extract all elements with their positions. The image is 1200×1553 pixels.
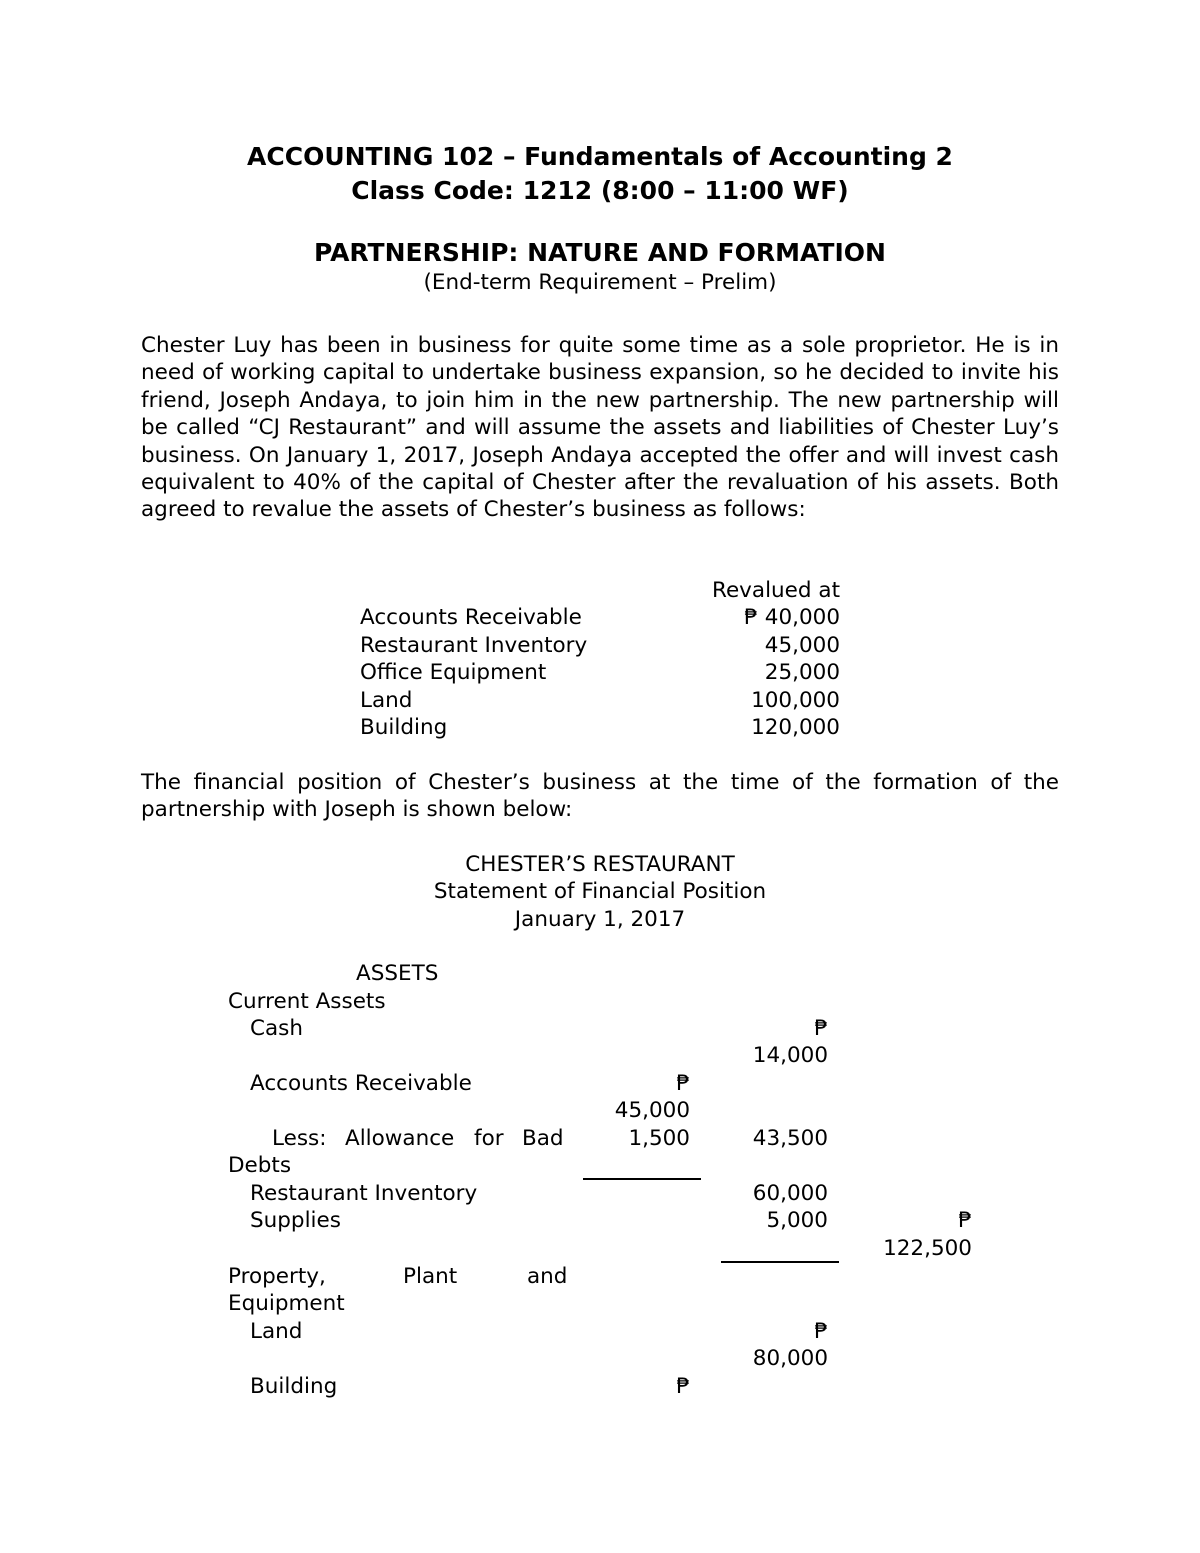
supplies-label: Supplies	[250, 1208, 341, 1233]
revaluation-label: Building	[360, 715, 448, 740]
assets-heading: ASSETS	[356, 961, 439, 986]
accounts-receivable-net-value: 43,500	[752, 1126, 828, 1151]
revaluation-label: Land	[360, 688, 413, 713]
peso-sign: ₱	[814, 1016, 828, 1041]
allowance-word: for	[474, 1126, 504, 1151]
topic-title: PARTNERSHIP: NATURE AND FORMATION	[314, 238, 886, 267]
company-name: CHESTER’S RESTAURANT	[465, 852, 735, 877]
subtotal-rule	[583, 1178, 701, 1180]
statement-date: January 1, 2017	[514, 907, 686, 932]
peso-sign: ₱	[676, 1071, 690, 1096]
allowance-value: 1,500	[628, 1126, 690, 1151]
inventory-label: Restaurant Inventory	[250, 1181, 478, 1206]
land-value: 80,000	[752, 1346, 828, 1371]
revaluation-label: Restaurant Inventory	[360, 633, 588, 658]
building-label: Building	[250, 1374, 338, 1399]
allowance-word: Less:	[272, 1126, 327, 1151]
allowance-word: Allowance	[345, 1126, 455, 1151]
revaluation-label: Accounts Receivable	[360, 605, 582, 630]
land-label: Land	[250, 1319, 303, 1344]
peso-sign: ₱	[958, 1208, 972, 1233]
cash-label: Cash	[250, 1016, 304, 1041]
revaluation-value: 120,000	[751, 715, 840, 740]
course-title: ACCOUNTING 102 – Fundamentals of Accounting 2	[247, 142, 953, 171]
subtotal-rule	[721, 1261, 839, 1263]
revaluation-value: ₱ 40,000	[744, 605, 840, 630]
revaluation-value: 25,000	[764, 660, 840, 685]
class-code: Class Code: 1212 (8:00 – 11:00 WF)	[351, 176, 849, 205]
ppe-heading-word: Property,	[228, 1264, 326, 1289]
peso-sign: ₱	[814, 1319, 828, 1344]
intro-paragraph: Chester Luy has been in business for quite some time as a sole proprietor. He is in need of working capital to undertake business expansion, so he decided to invite his friend, Joseph Andaya, to join him in the new partnership. The new partnership will be called “CJ Restaurant” and will assume the assets and liabilities of Chester Luy’s business. On January 1, 2017, Joseph Andaya accepted the offer and will invest cash equivalent to 40% of the capital of Chester after the revaluation of his assets. Both agreed to revalue the assets of Chester’s business as follows:	[141, 333, 1059, 523]
statement-title: Statement of Financial Position	[433, 879, 767, 904]
inventory-value: 60,000	[752, 1181, 828, 1206]
allowance-word: Bad	[522, 1126, 564, 1151]
accounts-receivable-value: 45,000	[614, 1098, 690, 1123]
total-current-assets-value: 122,500	[883, 1236, 972, 1261]
revaluation-value: 45,000	[764, 633, 840, 658]
current-assets-heading: Current Assets	[228, 989, 386, 1014]
requirement-subtitle: (End-term Requirement – Prelim)	[423, 270, 777, 295]
ppe-heading-word: and	[527, 1264, 568, 1289]
allowance-word: Debts	[228, 1153, 292, 1178]
accounts-receivable-label: Accounts Receivable	[250, 1071, 472, 1096]
cash-value: 14,000	[752, 1043, 828, 1068]
supplies-value: 5,000	[766, 1208, 828, 1233]
ppe-heading-word: Plant	[403, 1264, 458, 1289]
revaluation-header: Revalued at	[711, 578, 840, 603]
position-paragraph: The financial position of Chester’s business at the time of the formation of the partnership with Joseph is shown below:	[141, 770, 1059, 823]
revaluation-value: 100,000	[751, 688, 840, 713]
revaluation-label: Office Equipment	[360, 660, 547, 685]
ppe-heading-word: Equipment	[228, 1291, 345, 1316]
peso-sign: ₱	[676, 1374, 690, 1399]
